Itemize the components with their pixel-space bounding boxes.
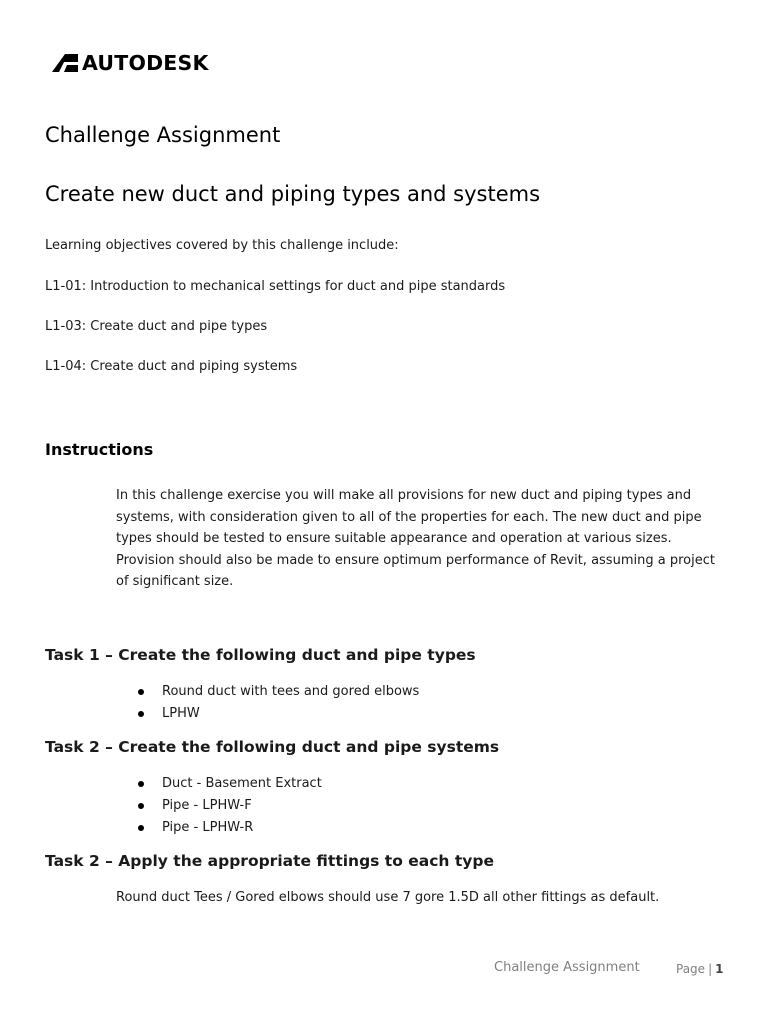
instructions-text: In this challenge exercise you will make all provisions for new duct and piping types and systems, with consideration given to all of the properties for each. The new duct and pipe types should be tested to ensure suitable appearance and operation at various sizes. Provision should also be made to ensure optimum performance of Revit, assuming a project of significant size. [116,488,715,589]
brand-name: AUTODESK [82,51,209,75]
footer-page-indicator [676,959,723,979]
instructions-heading: Instructions [45,440,154,459]
task-3-heading: Task 2 – Apply the appropriate fittings to each type [45,852,494,870]
bullet-icon [138,781,144,787]
page-separator: | [708,962,713,976]
task-2-list [116,773,322,839]
list-item [116,795,322,817]
document-title: Challenge Assignment [45,123,281,147]
list-item [116,703,419,725]
document-subtitle: Create new duct and piping types and systems [45,182,541,206]
objective-item: L1-01: Introduction to mechanical settings for duct and pipe standards [45,279,506,294]
page-number: 1 [715,962,724,976]
list-item [116,817,322,839]
task-3-note: Round duct Tees / Gored elbows should use 7 gore 1.5D all other fittings as default. [116,890,660,905]
bullet-icon [138,825,144,831]
objective-item: L1-03: Create duct and pipe types [45,319,268,334]
objectives-intro: Learning objectives covered by this challenge include: [45,238,399,253]
task-2-heading: Task 2 – Create the following duct and pipe systems [45,738,500,756]
bullet-icon [138,711,144,717]
task-1-list [116,681,419,725]
list-item-text: LPHW [162,706,200,721]
autodesk-logo-icon [52,54,78,72]
list-item-text: Pipe - LPHW-F [162,798,252,813]
footer-document-title: Challenge Assignment [494,960,640,975]
autodesk-logo [52,50,209,76]
bullet-icon [138,803,144,809]
list-item [116,773,322,795]
bullet-icon [138,689,144,695]
page-label: Page [676,962,706,976]
objective-item: L1-04: Create duct and piping systems [45,359,298,374]
list-item-text: Duct - Basement Extract [162,776,322,791]
task-1-heading: Task 1 – Create the following duct and pipe types [45,646,476,664]
list-item-text: Pipe - LPHW-R [162,820,254,835]
list-item [116,681,419,703]
list-item-text: Round duct with tees and gored elbows [162,684,420,699]
